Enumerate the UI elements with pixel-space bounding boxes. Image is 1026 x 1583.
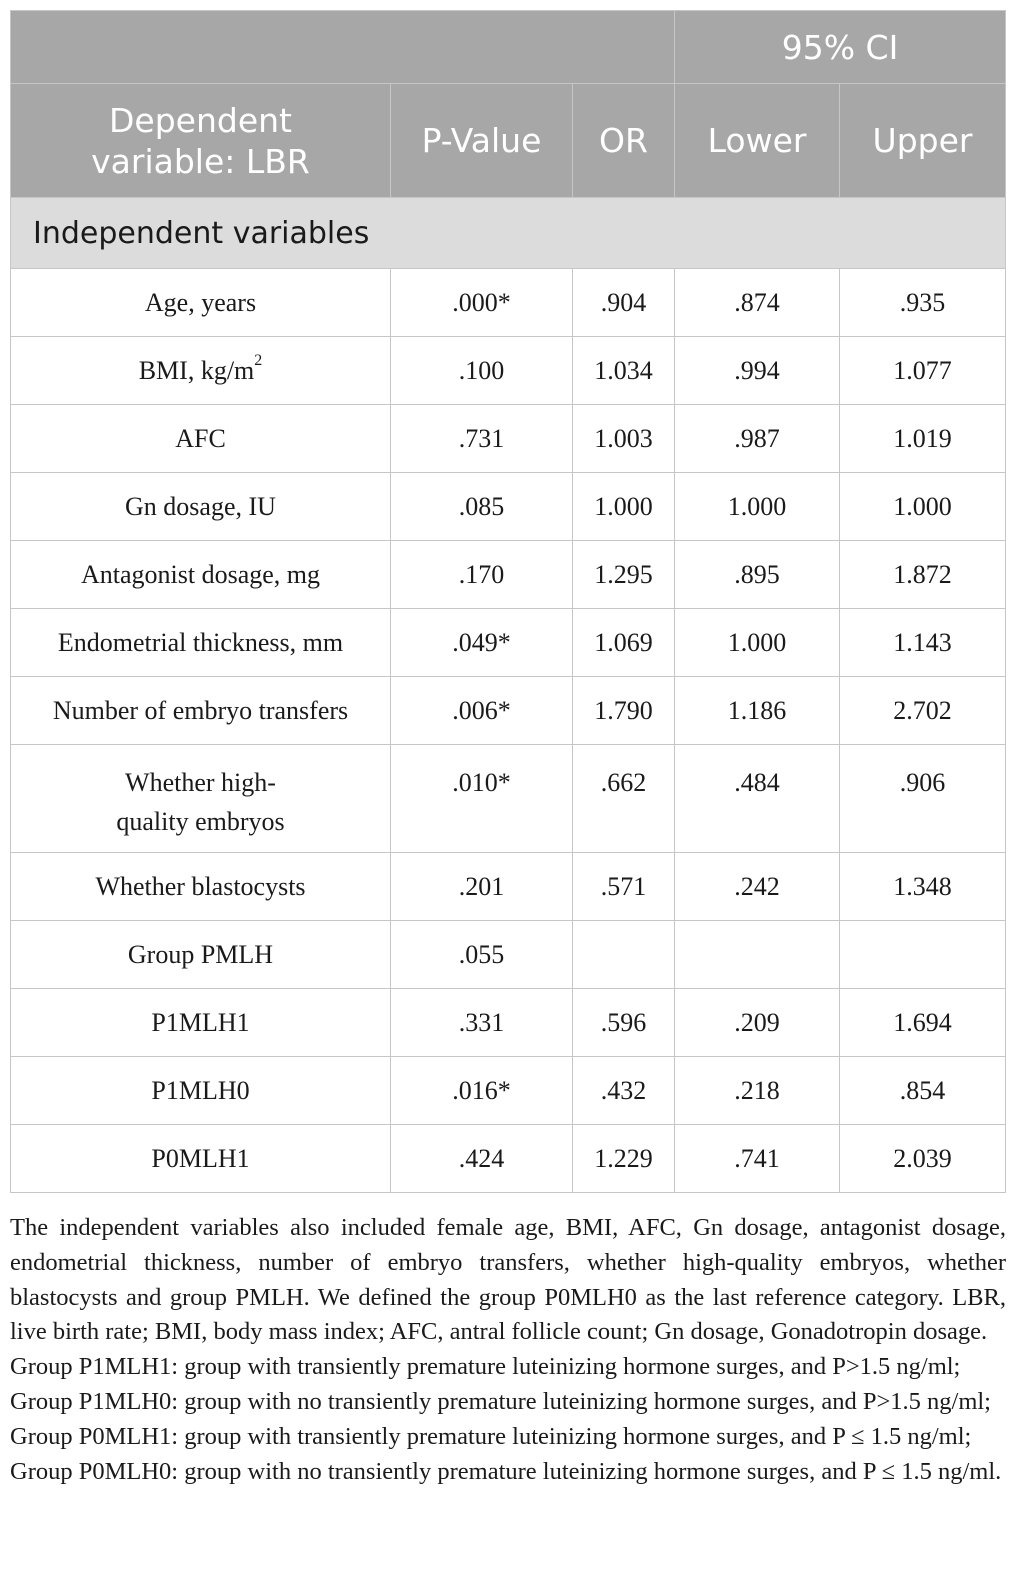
- variable-cell: Group PMLH: [11, 921, 391, 989]
- upper-cell: 1.000: [840, 473, 1006, 541]
- variable-cell: Gn dosage, IU: [11, 473, 391, 541]
- upper-cell: 2.702: [840, 677, 1006, 745]
- section-row: [11, 198, 1006, 269]
- p-value-cell: .100: [391, 337, 573, 405]
- table-row: [11, 269, 1006, 337]
- table-footnotes: [10, 1211, 1006, 1489]
- p-value-cell: .016*: [391, 1057, 573, 1125]
- p-value-cell: .201: [391, 853, 573, 921]
- variable-text-line2: quality embryos: [116, 807, 285, 836]
- or-cell: 1.295: [573, 541, 675, 609]
- dependent-variable-header: [11, 84, 391, 198]
- variable-cell: P1MLH0: [11, 1057, 391, 1125]
- p-value-cell: .170: [391, 541, 573, 609]
- upper-cell: 1.872: [840, 541, 1006, 609]
- p-value-cell: .085: [391, 473, 573, 541]
- lower-cell: .209: [675, 989, 840, 1057]
- table-row: [11, 541, 1006, 609]
- dependent-variable-header-line2: variable: LBR: [91, 141, 310, 181]
- table-row: [11, 989, 1006, 1057]
- lower-cell: .741: [675, 1125, 840, 1193]
- p-value-cell: .055: [391, 921, 573, 989]
- or-header: OR: [573, 84, 675, 198]
- upper-cell: .854: [840, 1057, 1006, 1125]
- upper-cell: [840, 921, 1006, 989]
- table-row: [11, 677, 1006, 745]
- variable-cell: Age, years: [11, 269, 391, 337]
- table-row: [11, 1125, 1006, 1193]
- footnote-group-p1mlh1: Group P1MLH1: group with transiently premature luteinizing hormone surges, and P>1.5 ng/ml;: [10, 1353, 961, 1381]
- or-cell: 1.069: [573, 609, 675, 677]
- upper-cell: 1.077: [840, 337, 1006, 405]
- footnote-group-p1mlh0: Group P1MLH0: group with no transiently premature luteinizing hormone surges, and P>1.5 ng/ml;: [10, 1387, 991, 1415]
- footnote-group-p0mlh0: Group P0MLH0: group with no transiently premature luteinizing hormone surges, and P ≤ 1.5 ng/ml.: [10, 1457, 1002, 1485]
- table-row: [11, 337, 1006, 405]
- lower-cell: [675, 921, 840, 989]
- p-value-cell: .000*: [391, 269, 573, 337]
- header-row-columns: [11, 84, 1006, 198]
- section-label: Independent variables: [11, 198, 1006, 269]
- upper-cell: .906: [840, 745, 1006, 853]
- variable-cell: P1MLH1: [11, 989, 391, 1057]
- p-value-cell: .006*: [391, 677, 573, 745]
- variable-cell: Number of embryo transfers: [11, 677, 391, 745]
- lower-cell: 1.186: [675, 677, 840, 745]
- or-cell: .662: [573, 745, 675, 853]
- table-row: [11, 853, 1006, 921]
- footnote-abbreviations: The independent variables also included female age, BMI, AFC, Gn dosage, antagonist dosage, endometrial thickness, number of embryo transfers, whether high-quality embryos, whether blastocysts and group PMLH. We defined the group P0MLH0 as the last reference category. LBR, live birth rate; BMI, body mass index; AFC, antral follicle count; Gn dosage, Gonadotropin dosage.: [10, 1214, 1006, 1346]
- variable-cell: P0MLH1: [11, 1125, 391, 1193]
- p-value-header: P-Value: [391, 84, 573, 198]
- lower-cell: .874: [675, 269, 840, 337]
- lower-cell: .994: [675, 337, 840, 405]
- p-value-cell: .331: [391, 989, 573, 1057]
- ci-header: 95% CI: [675, 11, 1006, 84]
- lower-header: Lower: [675, 84, 840, 198]
- upper-cell: 1.348: [840, 853, 1006, 921]
- variable-cell: Endometrial thickness, mm: [11, 609, 391, 677]
- lower-cell: .484: [675, 745, 840, 853]
- or-cell: 1.003: [573, 405, 675, 473]
- footnote-group-p0mlh1: Group P0MLH1: group with transiently premature luteinizing hormone surges, and P ≤ 1.5 ng/ml;: [10, 1422, 972, 1450]
- table-row: [11, 473, 1006, 541]
- or-cell: [573, 921, 675, 989]
- variable-cell: Antagonist dosage, mg: [11, 541, 391, 609]
- table-row: [11, 609, 1006, 677]
- upper-cell: 1.694: [840, 989, 1006, 1057]
- lower-cell: .987: [675, 405, 840, 473]
- header-row-ci: [11, 11, 1006, 84]
- lower-cell: .218: [675, 1057, 840, 1125]
- lower-cell: .895: [675, 541, 840, 609]
- variable-text: BMI, kg/m: [138, 355, 255, 385]
- superscript: 2: [254, 351, 263, 369]
- or-cell: .571: [573, 853, 675, 921]
- upper-cell: .935: [840, 269, 1006, 337]
- header-blank-cell: [11, 11, 675, 84]
- or-cell: .432: [573, 1057, 675, 1125]
- upper-cell: 2.039: [840, 1125, 1006, 1193]
- upper-header: Upper: [840, 84, 1006, 198]
- table-row: [11, 745, 1006, 853]
- variable-text-line1: Whether high-: [125, 768, 276, 797]
- variable-cell: Whether blastocysts: [11, 853, 391, 921]
- lower-cell: 1.000: [675, 473, 840, 541]
- or-cell: .904: [573, 269, 675, 337]
- upper-cell: 1.143: [840, 609, 1006, 677]
- or-cell: 1.000: [573, 473, 675, 541]
- or-cell: 1.034: [573, 337, 675, 405]
- regression-table: [10, 10, 1006, 1193]
- p-value-cell: .731: [391, 405, 573, 473]
- or-cell: 1.229: [573, 1125, 675, 1193]
- variable-cell: [11, 745, 391, 853]
- dependent-variable-header-line1: Dependent: [109, 100, 292, 140]
- upper-cell: 1.019: [840, 405, 1006, 473]
- lower-cell: 1.000: [675, 609, 840, 677]
- table-row: [11, 1057, 1006, 1125]
- or-cell: 1.790: [573, 677, 675, 745]
- table-row: [11, 405, 1006, 473]
- p-value-cell: .049*: [391, 609, 573, 677]
- table-row: [11, 921, 1006, 989]
- lower-cell: .242: [675, 853, 840, 921]
- variable-cell: AFC: [11, 405, 391, 473]
- p-value-cell: .010*: [391, 745, 573, 853]
- or-cell: .596: [573, 989, 675, 1057]
- variable-cell: [11, 337, 391, 405]
- p-value-cell: .424: [391, 1125, 573, 1193]
